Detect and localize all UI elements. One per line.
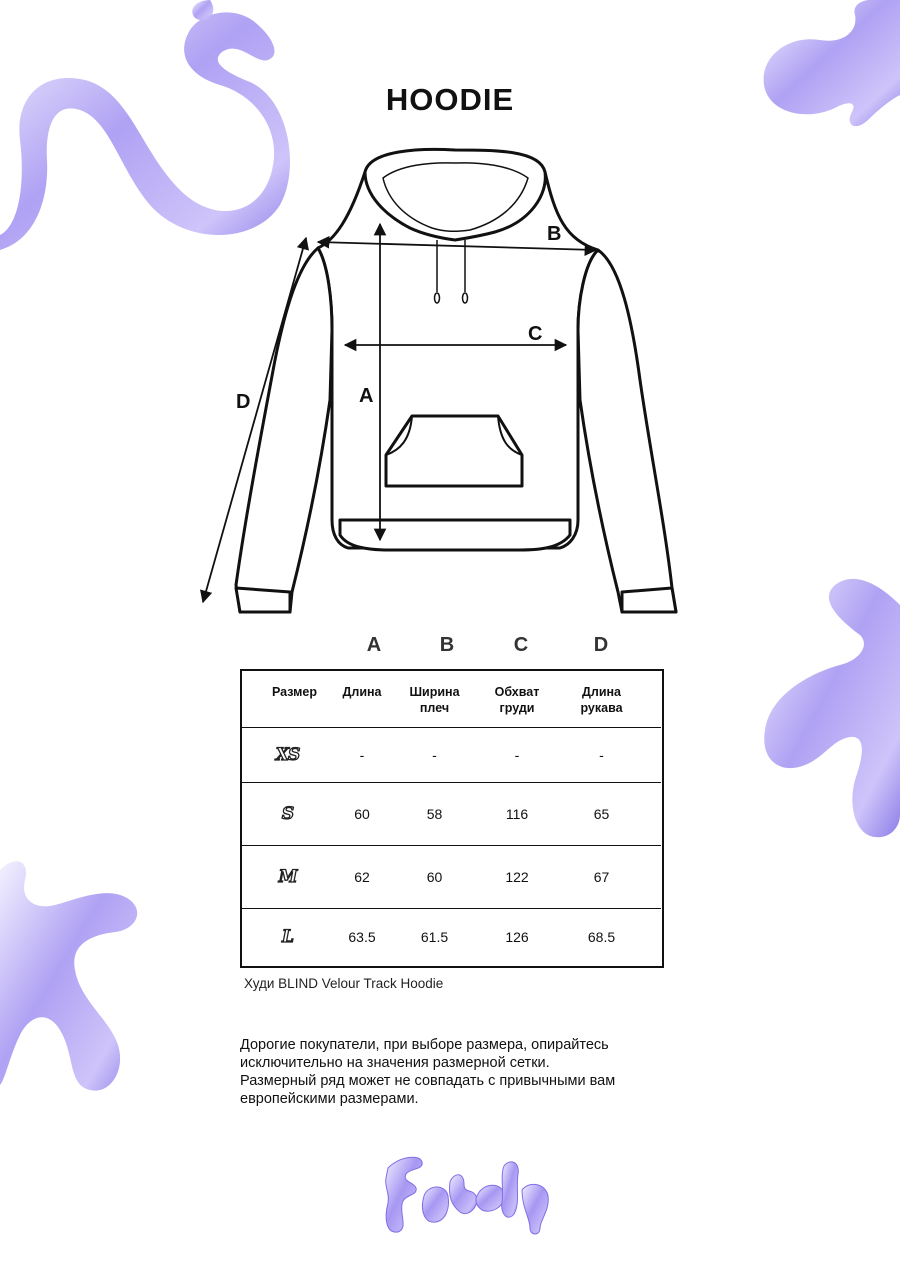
note-line: Дорогие покупатели, при выборе размера, опирайтесь (240, 1037, 609, 1053)
cell-shoulder-width: 61.5 (420, 929, 449, 945)
cell-chest: - (514, 747, 520, 763)
note-line: Размерный ряд может не совпадать с привычными вам (240, 1073, 616, 1089)
dimension-a-label: A (359, 385, 374, 407)
cell-sleeve-length: 67 (593, 869, 610, 885)
cell-chest: 116 (505, 806, 529, 822)
page-title: HOODIE (385, 82, 515, 117)
header-sleeve-length: Длина рукава (580, 685, 623, 715)
cell-sleeve-length: 68.5 (587, 929, 616, 945)
header-size: Размер (271, 685, 317, 699)
column-label-b: B (439, 634, 455, 656)
cell-length: 60 (354, 806, 370, 822)
column-label-d: D (593, 634, 609, 656)
liquid-blob-bottom-left (0, 850, 150, 1110)
dimension-d-label: D (236, 391, 251, 413)
cell-sleeve-length: 65 (593, 806, 610, 822)
hoodie-outline (236, 149, 676, 612)
cell-length: - (359, 747, 365, 763)
table-row (242, 909, 661, 965)
cell-length: 62 (354, 869, 370, 885)
table-header-row (242, 671, 661, 728)
header-length: Длина (342, 685, 382, 699)
note-line: исключительно на значения размерной сетки. (240, 1055, 550, 1071)
column-label-a: A (366, 634, 382, 656)
cell-chest: 122 (505, 869, 529, 885)
dimension-b-label: B (547, 223, 562, 245)
size-l-badge: L (282, 927, 293, 947)
cell-shoulder-width: 58 (426, 806, 443, 822)
cell-sleeve-length: - (599, 747, 604, 763)
column-label-c: C (513, 634, 529, 656)
header-shoulder-width: Ширина плеч (409, 685, 460, 715)
table-row (242, 728, 661, 783)
size-xs-badge: XS (275, 745, 300, 765)
size-table (240, 669, 664, 968)
size-s-badge: S (281, 804, 294, 824)
table-row (242, 846, 661, 909)
cell-shoulder-width: 60 (426, 869, 443, 885)
size-m-badge: M (278, 867, 297, 887)
header-chest: Обхват груди (494, 685, 540, 715)
brand-logo (380, 1148, 560, 1238)
cell-length: 63.5 (348, 929, 376, 945)
note-line: европейскими размерами. (240, 1091, 419, 1107)
table-row (242, 783, 661, 846)
dimension-c-label: C (528, 323, 543, 345)
product-caption: Худи BLIND Velour Track Hoodie (244, 976, 444, 991)
cell-shoulder-width: - (432, 747, 437, 763)
cell-chest: 126 (505, 929, 529, 945)
